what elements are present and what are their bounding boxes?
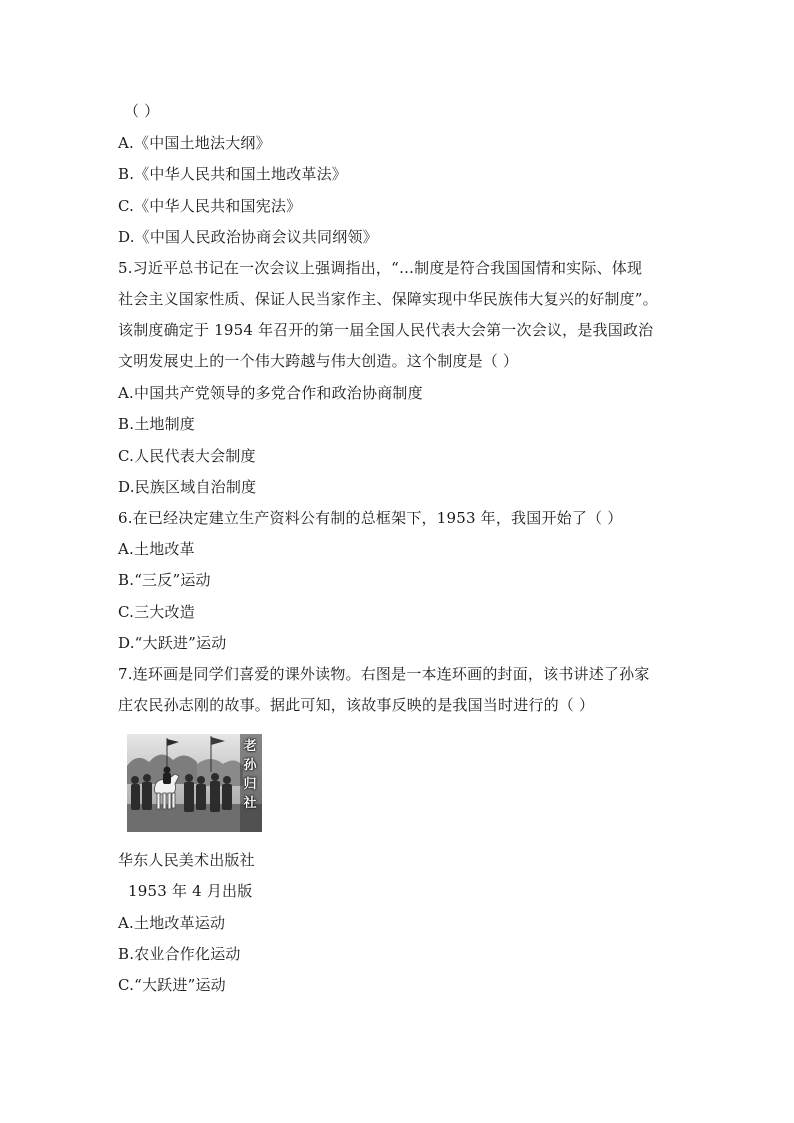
q5-stem-line: 文明发展史上的一个伟大跨越与伟大创造。这个制度是（ ） bbox=[118, 352, 519, 370]
q7-stem-line: 庄农民孙志刚的故事。据此可知，该故事反映的是我国当时进行的（ ） bbox=[118, 696, 595, 714]
q4-option-a: A.《中国土地法大纲》 bbox=[118, 134, 271, 152]
q7-option-c: C.“大跃进”运动 bbox=[118, 976, 226, 994]
q7-publish-date: 1953 年 4 月出版 bbox=[128, 882, 253, 900]
q7-stem-line: 7.连环画是同学们喜爱的课外读物。右图是一本连环画的封面，该书讲述了孙家 bbox=[118, 665, 650, 683]
cover-title bbox=[241, 738, 259, 813]
q5-stem-line: 社会主义国家性质、保证人民当家作主、保障实现中华民族伟大复兴的好制度”。 bbox=[118, 290, 658, 308]
q6-option-d: D.“大跃进”运动 bbox=[118, 634, 227, 652]
q4-option-c: C.《中华人民共和国宪法》 bbox=[118, 197, 302, 215]
q5-stem-line: 5.习近平总书记在一次会议上强调指出，“…制度是符合我国国情和实际、体现 bbox=[118, 259, 643, 277]
q5-option-b: B.土地制度 bbox=[118, 415, 195, 433]
q7-option-b: B.农业合作化运动 bbox=[118, 945, 241, 963]
q5-option-d: D.民族区域自治制度 bbox=[118, 478, 257, 496]
q5-option-c: C.人民代表大会制度 bbox=[118, 447, 256, 465]
q4-option-d: D.《中国人民政治协商会议共同纲领》 bbox=[118, 228, 378, 246]
cover-title-char: 老 bbox=[243, 739, 257, 754]
q6-option-b: B.“三反”运动 bbox=[118, 571, 211, 589]
q5-stem-line: 该制度确定于 1954 年召开的第一届全国人民代表大会第一次会议，是我国政治 bbox=[118, 321, 654, 339]
q4-option-b: B.《中华人民共和国土地改革法》 bbox=[118, 165, 347, 183]
q6-option-a: A.土地改革 bbox=[118, 540, 195, 558]
q5-option-a: A.中国共产党领导的多党合作和政治协商制度 bbox=[118, 384, 423, 402]
q7-option-a: A.土地改革运动 bbox=[118, 914, 226, 932]
q7-publisher: 华东人民美术出版社 bbox=[118, 851, 255, 869]
q6-stem-line: 6.在已经决定建立生产资料公有制的总框架下，1953 年，我国开始了（ ） bbox=[118, 509, 623, 527]
comic-book-cover-image bbox=[127, 734, 262, 832]
q4-stem-tail: （ ） bbox=[124, 102, 160, 120]
cover-title-char: 社 bbox=[243, 796, 257, 811]
cover-title-char: 孙 bbox=[243, 758, 257, 773]
q6-option-c: C.三大改造 bbox=[118, 603, 195, 621]
cover-title-char: 归 bbox=[243, 777, 257, 792]
